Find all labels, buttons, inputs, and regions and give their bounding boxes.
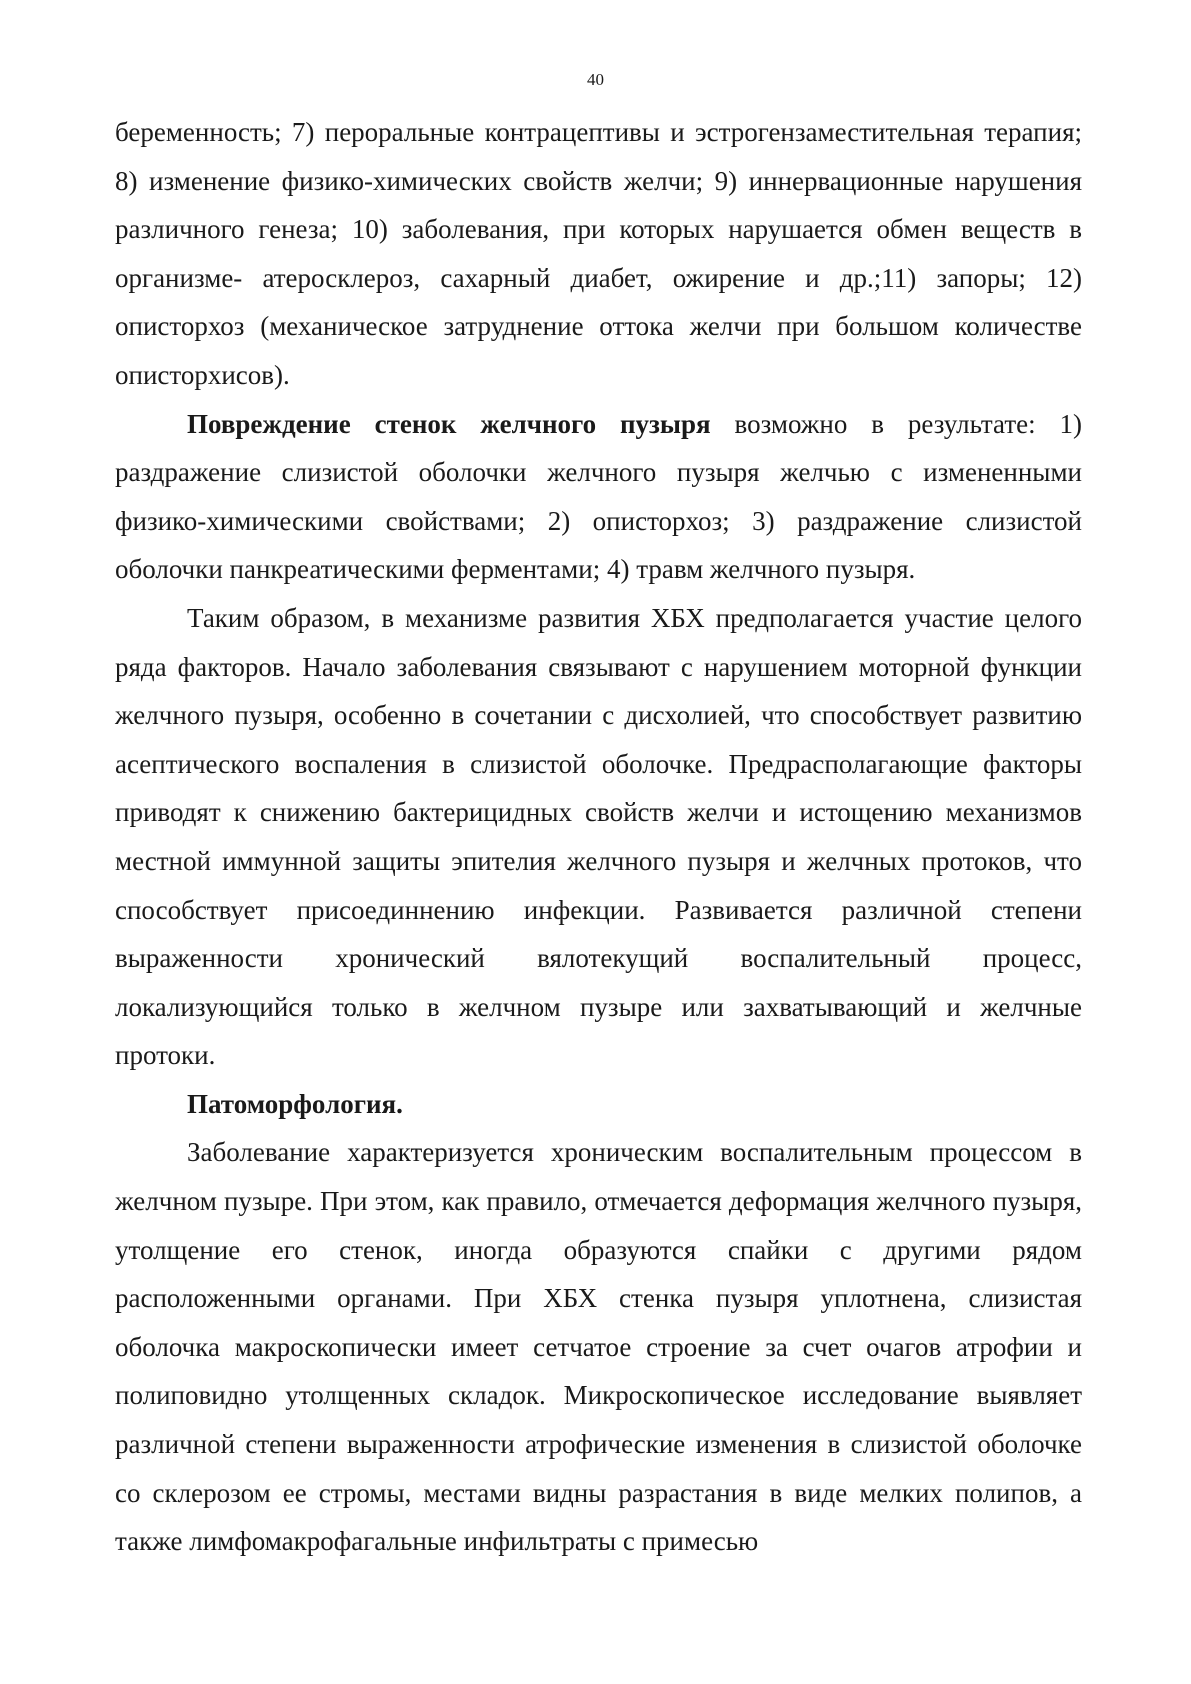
paragraph-wall-damage-text: возможно в результате: 1) раздражение слизистой оболочки желчного пузыря желчью с измененными физико-химическими свойствами; 2) описторхоз; 3) раздражение слизистой оболочки панкреатическими ферментами; 4) травм желчного пузыря. (115, 408, 1082, 585)
paragraph-pathomorphology: Заболевание характеризуется хроническим воспалительным процессом в желчном пузыре. При этом, как правило, отмечается деформация желчного пузыря, утолщение его стенок, иногда образуются спайки с другими рядом расположенными органами. При ХБХ стенка пузыря уплотнена, слизистая оболочка макроскопически имеет сетчатое строение за счет очагов атрофии и полиповидно утолщенных складок. Микроскопическое исследование выявляет различной степени выраженности атрофические изменения в слизистой оболочке со склерозом ее стромы, местами видны разрастания в виде мелких полипов, а также лимфомакрофагальные инфильтраты с примесью (115, 1137, 1082, 1557)
paragraph-wall-damage (115, 400, 1082, 594)
section-heading-pathomorphology: Патоморфология. (187, 1088, 403, 1119)
paragraph-risk-factors: беременность; 7) пероральные контрацептивы и эстрогензаместительная терапия; 8) изменение физико-химических свойств желчи; 9) иннервационные нарушения различного генеза; 10) заболевания, при которых нарушается обмен веществ в организме- атеросклероз, сахарный диабет, ожирение и др.;11) запоры; 12) описторхоз (механическое затруднение оттока желчи при большом количестве описторхисов). (115, 117, 1082, 390)
page-number: 40 (587, 70, 604, 89)
term-wall-damage: Повреждение стенок желчного пузыря (187, 408, 711, 439)
paragraph-mechanism: Таким образом, в механизме развития ХБХ предполагается участие целого ряда факторов. Начало заболевания связывают с нарушением моторной функции желчного пузыря, особенно в сочетании с дисхолией, что способствует развитию асептического воспаления в слизистой оболочке. Предрасполагающие факторы приводят к снижению бактерицидных свойств желчи и истощению механизмов местной иммунной защиты эпителия желчного пузыря и желчных протоков, что способствует присоединнению инфекции. Развивается различной степени выраженности хронический вялотекущий воспалительный процесс, локализующийся только в желчном пузыре или захватывающий и желчные протоки. (115, 602, 1082, 1071)
page-body (115, 108, 1082, 1566)
